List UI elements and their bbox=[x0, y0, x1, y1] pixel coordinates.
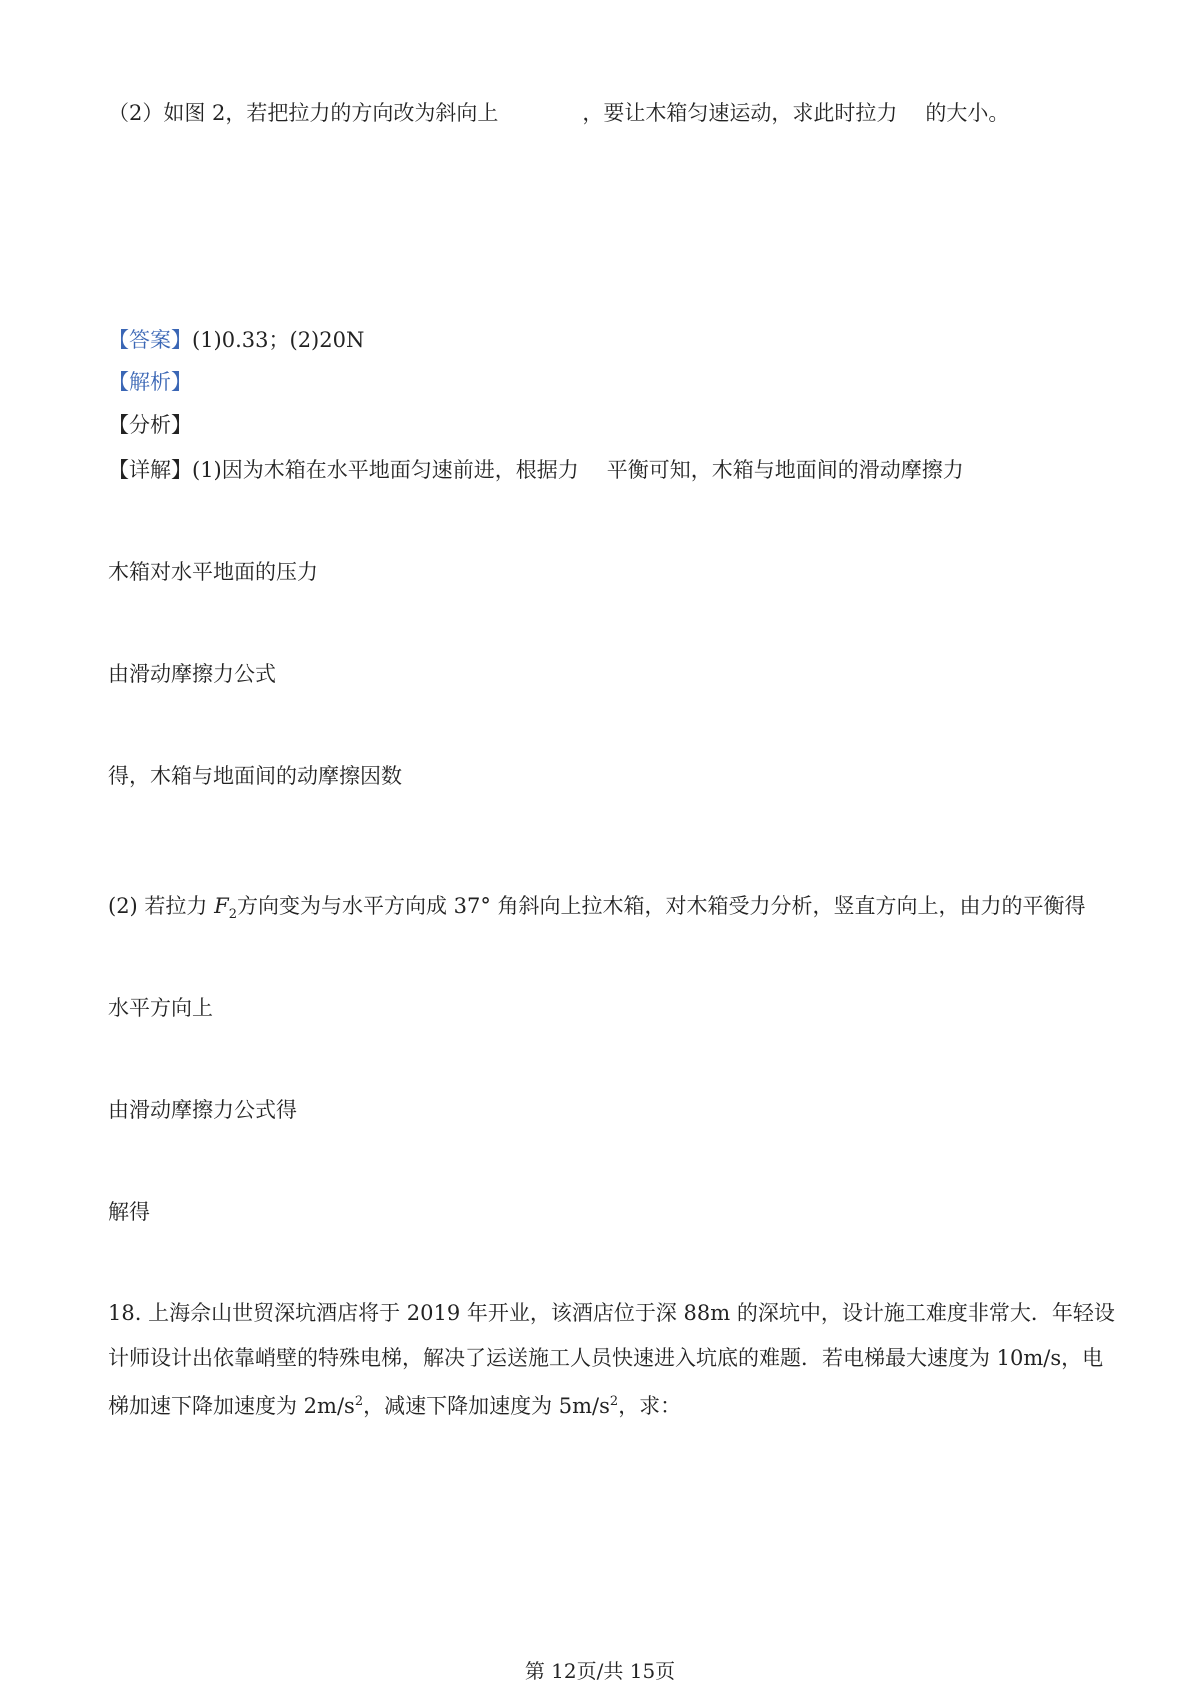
q18-line-3 bbox=[108, 1387, 681, 1421]
analysis-tag: 【解析】 bbox=[108, 370, 192, 394]
answer-line bbox=[108, 325, 364, 355]
force-symbol: F bbox=[214, 894, 229, 918]
formula-line: 由滑动摩擦力公式 bbox=[108, 662, 276, 686]
coefficient-line: 得，木箱与地面间的动摩擦因数 bbox=[108, 764, 402, 788]
q2-text-part1: （2）如图 2，若把拉力的方向改为斜向上 bbox=[108, 101, 499, 125]
q18-line-2: 计师设计出依靠峭壁的特殊电梯，解决了运送施工人员快速进入坑底的难题．若电梯最大速度为 10m/s，电 bbox=[108, 1346, 1104, 1370]
fenxi-tag: 【分析】 bbox=[108, 413, 192, 437]
part2-analysis-line bbox=[108, 891, 1086, 930]
pressure-line: 木箱对水平地面的压力 bbox=[108, 560, 318, 584]
answer-tag: 【答案】 bbox=[108, 328, 192, 352]
detail-tag: 【详解】 bbox=[108, 458, 192, 482]
page-footer: 第 12页/共 15页 bbox=[524, 1659, 676, 1683]
superscript: 2 bbox=[609, 1394, 619, 1409]
part2-text-b: 方向变为与水平方向成 37° 角斜向上拉木箱，对木箱受力分析，竖直方向上，由力的平衡得 bbox=[236, 894, 1086, 918]
answer-text: (1)0.33；(2)20N bbox=[192, 328, 365, 352]
detail-part2: 平衡可知，木箱与地面间的滑动摩擦力 bbox=[606, 458, 964, 482]
force-subscript: 2 bbox=[228, 907, 237, 923]
horizontal-line: 水平方向上 bbox=[108, 996, 213, 1020]
question-2-prompt bbox=[108, 98, 1009, 128]
q18-line3-a: 梯加速下降加速度为 2m/s bbox=[108, 1394, 355, 1418]
solve-line: 解得 bbox=[108, 1200, 150, 1224]
q18-line-1: 18. 上海佘山世贸深坑酒店将于 2019 年开业，该酒店位于深 88m 的深坑中，设计施工难度非常大．年轻设 bbox=[108, 1301, 1115, 1325]
part2-text-a: (2) 若拉力 bbox=[108, 894, 215, 918]
q18-line3-b: ，减速下降加速度为 5m/s bbox=[363, 1394, 610, 1418]
superscript: 2 bbox=[354, 1394, 364, 1409]
detail-part1: (1)因为木箱在水平地面匀速前进，根据力 bbox=[192, 458, 579, 482]
q2-text-part3: 的大小。 bbox=[925, 101, 1010, 125]
q18-line3-c: ，求： bbox=[618, 1394, 682, 1418]
q2-text-part2: ，要让木箱匀速运动，求此时拉力 bbox=[582, 101, 898, 125]
formula2-line: 由滑动摩擦力公式得 bbox=[108, 1098, 297, 1122]
detail-line bbox=[108, 455, 964, 485]
